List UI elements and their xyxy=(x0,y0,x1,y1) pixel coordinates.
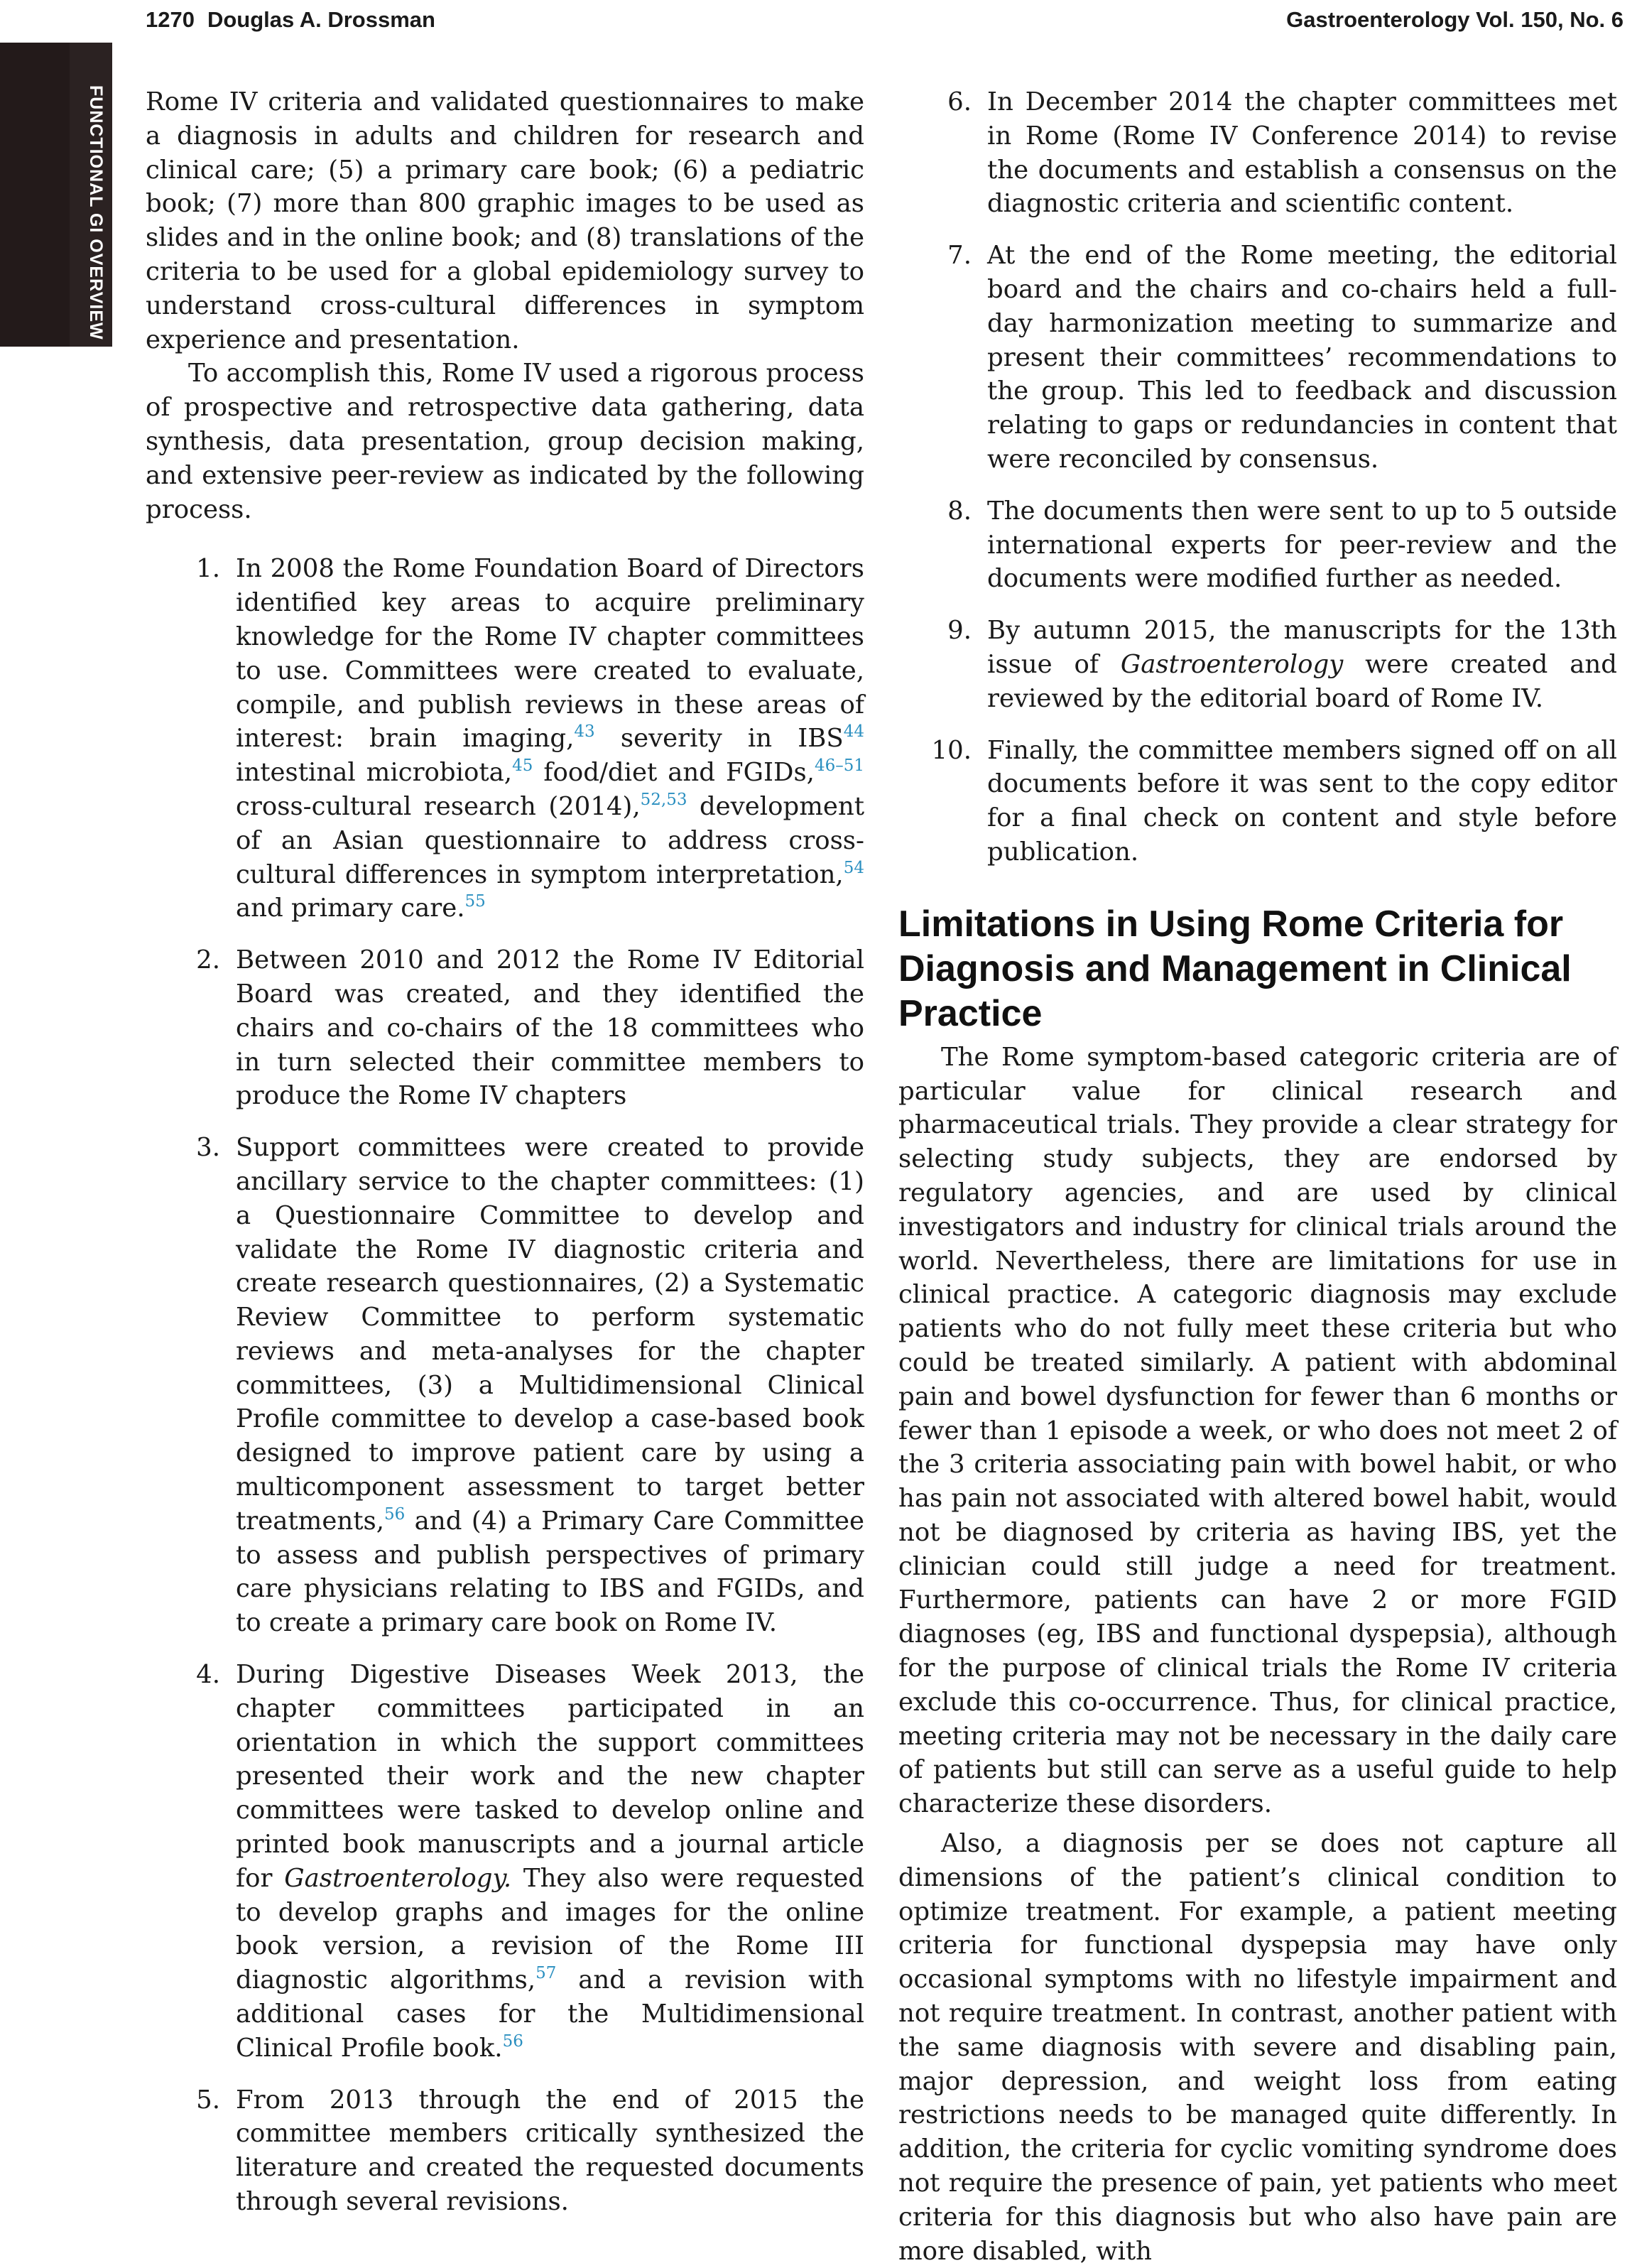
list-text: From 2013 through the end of 2015 the committee members critically synthesized the literature and created the requested documents through several revisions. xyxy=(236,2085,864,2217)
list-text: and a revision with additional cases for the Multidimensional Clinical Profile book. xyxy=(236,1965,864,2063)
right-column xyxy=(898,85,1617,2268)
list-item xyxy=(898,734,1617,869)
list-text: development of an Asian questionnaire to address cross-cultural differences in symptom interpretation, xyxy=(236,791,864,889)
process-list xyxy=(146,552,864,2218)
list-text: By autumn 2015, the manuscripts for the 13th issue of xyxy=(987,616,1617,679)
list-text: food/diet and FGIDs, xyxy=(533,758,815,788)
list-item xyxy=(146,1658,864,2066)
paragraph: Also, a diagnosis per se does not capture all dimensions of the patient’s clinical condition to optimize treatment. For example, a patient meeting criteria for functional dyspepsia may have only occasional symptoms with no lifestyle impairment and not require treatment. In contrast, another patient with the same diagnosis with severe and disabling pain, major depression, and weight loss from eating restrictions needs to be managed quite differently. In addition, the criteria for cyclic vomiting syndrome does not require the presence of pain, yet patients who meet criteria for this diagnosis but who also have pain are more disabled, with xyxy=(898,1829,1617,2266)
list-number: 10. xyxy=(931,735,972,765)
list-text: The documents then were sent to up to 5 outside international experts for peer-review and the documents were modified further as needed. xyxy=(987,496,1617,594)
list-item xyxy=(898,494,1617,596)
list-text: were created and reviewed by the editorial board of Rome IV. xyxy=(987,649,1617,713)
list-item xyxy=(146,2083,864,2219)
list-item xyxy=(898,614,1617,715)
list-text: and (4) a Primary Care Committee to assess and publish perspectives of primary care physicians relating to IBS and FGIDs, and to create a primary care book on Rome IV. xyxy=(236,1506,864,1638)
list-text: They also were requested to develop graphs and images for the online book version, a revision of the Rome III diagnostic algorithms, xyxy=(236,1863,864,1995)
reference-link[interactable]: 44 xyxy=(843,722,864,742)
list-text: Support committees were created to provide ancillary service to the chapter committees: (1) a Questionnaire Committee to develop and validate the Rome IV diagnostic criteria and create research questionnaires, (2) a Systematic Review Committee to perform systematic reviews and meta-analyses for the chapter committees, (3) a Multidimensional Clinical Profile committee to develop a case-based book designed to improve patient care by using a multicomponent assessment to target better treatments, xyxy=(236,1133,864,1536)
header-author: Douglas A. Drossman xyxy=(207,7,435,32)
journal-name: Gastroenterology. xyxy=(284,1863,512,1893)
reference-link[interactable]: 56 xyxy=(502,2031,523,2051)
section-side-tab xyxy=(0,43,112,347)
list-text: and primary care. xyxy=(236,894,465,923)
side-tab-label: FUNCTIONAL GI OVERVIEW xyxy=(86,85,106,340)
reference-link[interactable]: 56 xyxy=(384,1504,406,1524)
list-text: severity in IBS xyxy=(594,724,844,754)
list-number: 5. xyxy=(196,2085,220,2115)
header-journal: Gastroenterology Vol. 150, No. 6 xyxy=(1286,7,1624,32)
list-number: 6. xyxy=(947,87,972,116)
paragraph: To accomplish this, Rome IV used a rigorous process of prospective and retrospective data gathering, data synthesis, data presentation, group decision making, and extensive peer-review as indicated by the following process. xyxy=(146,359,864,524)
list-number: 7. xyxy=(947,241,972,271)
process-list-continued xyxy=(898,85,1617,869)
list-text: cross-cultural research (2014), xyxy=(236,791,641,821)
list-text: At the end of the Rome meeting, the editorial board and the chairs and co-chairs held a full-day harmonization meeting to summarize and present their committees’ recommendations to the group. This led to feedback and discussion relating to gaps or redundancies in content that were reconciled by consensus. xyxy=(987,241,1617,474)
list-number: 4. xyxy=(196,1660,220,1690)
list-number: 9. xyxy=(947,616,972,646)
section-heading: Limitations in Using Rome Criteria for Diagnosis and Management in Clinical Practice xyxy=(898,903,1572,1034)
list-text: intestinal microbiota, xyxy=(236,758,513,788)
list-item xyxy=(898,85,1617,221)
side-tab-band xyxy=(0,43,70,347)
journal-name: Gastroenterology xyxy=(1120,649,1344,679)
left-column xyxy=(146,85,864,2237)
list-number: 8. xyxy=(947,496,972,526)
reference-link[interactable]: 57 xyxy=(535,1964,557,1983)
list-item xyxy=(146,552,864,926)
reference-link[interactable]: 52,53 xyxy=(640,790,687,809)
page-number: 1270 xyxy=(146,7,195,32)
list-item xyxy=(898,239,1617,477)
list-text: In December 2014 the chapter committees met in Rome (Rome IV Conference 2014) to revise the documents and establish a consensus on the diagnostic criteria and scientific content. xyxy=(987,87,1617,219)
list-number: 2. xyxy=(196,945,220,975)
list-item xyxy=(146,1131,864,1640)
reference-link[interactable]: 43 xyxy=(574,722,595,742)
paragraph: Rome IV criteria and validated questionnaires to make a diagnosis in adults and children for research and clinical care; (5) a primary care book; (6) a pediatric book; (7) more than 800 graphic images to be used as slides and in the online book; and (8) translations of the criteria to be used for a global epidemiology survey to understand cross-cultural differences in symptom experience and presentation. xyxy=(146,87,864,354)
list-number: 3. xyxy=(196,1133,220,1163)
reference-link[interactable]: 45 xyxy=(512,756,533,776)
list-number: 1. xyxy=(196,554,220,584)
reference-link[interactable]: 54 xyxy=(843,858,864,877)
reference-link[interactable]: 46–51 xyxy=(814,756,864,776)
running-header xyxy=(0,0,1637,43)
list-item xyxy=(146,943,864,1113)
paragraph: The Rome symptom-based categoric criteria are of particular value for clinical research and pharmaceutical trials. They provide a clear strategy for selecting study subjects, they are endorsed by regulatory agencies, and are used by clinical investigators and industry for clinical trials around the world. Nevertheless, there are limitations for use in clinical practice. A categoric diagnosis may exclude patients who do not fully meet these criteria but who could be treated similarly. A patient with abdominal pain and bowel dysfunction for fewer than 6 months or fewer than 1 episode a week, or who does not meet 2 of the 3 criteria associating pain with bowel habit, or who has pain not associated with altered bowel habit, would not be diagnosed by criteria as having IBS, yet the clinician could still judge a need for treatment. Furthermore, patients can have 2 or more FGID diagnoses (eg, IBS and functional dyspepsia), although for the purpose of clinical trials the Rome IV criteria exclude this co-occurrence. Thus, for clinical practice, meeting criteria may not be necessary in the daily care of patients but still can serve as a useful guide to help characterize these disorders. xyxy=(898,1042,1617,1819)
reference-link[interactable]: 55 xyxy=(464,892,486,911)
list-text: Between 2010 and 2012 the Rome IV Editorial Board was created, and they identified the chairs and co-chairs of the 18 committees who in turn selected their committee members to produce the Rome IV chapters xyxy=(236,945,864,1111)
list-text: In 2008 the Rome Foundation Board of Directors identified key areas to acquire preliminary knowledge for the Rome IV chapter committees to use. Committees were created to evaluate, compile, and publish reviews in these areas of interest: brain imaging, xyxy=(236,554,864,754)
list-text: Finally, the committee members signed off on all documents before it was sent to the copy editor for a final check on content and style before publication. xyxy=(987,735,1617,867)
header-left xyxy=(146,7,435,33)
list-text: During Digestive Diseases Week 2013, the chapter committees participated in an orientation in which the support committees presented their work and the new chapter committees were tasked to develop online and printed book manuscripts and a journal article for xyxy=(236,1660,864,1893)
